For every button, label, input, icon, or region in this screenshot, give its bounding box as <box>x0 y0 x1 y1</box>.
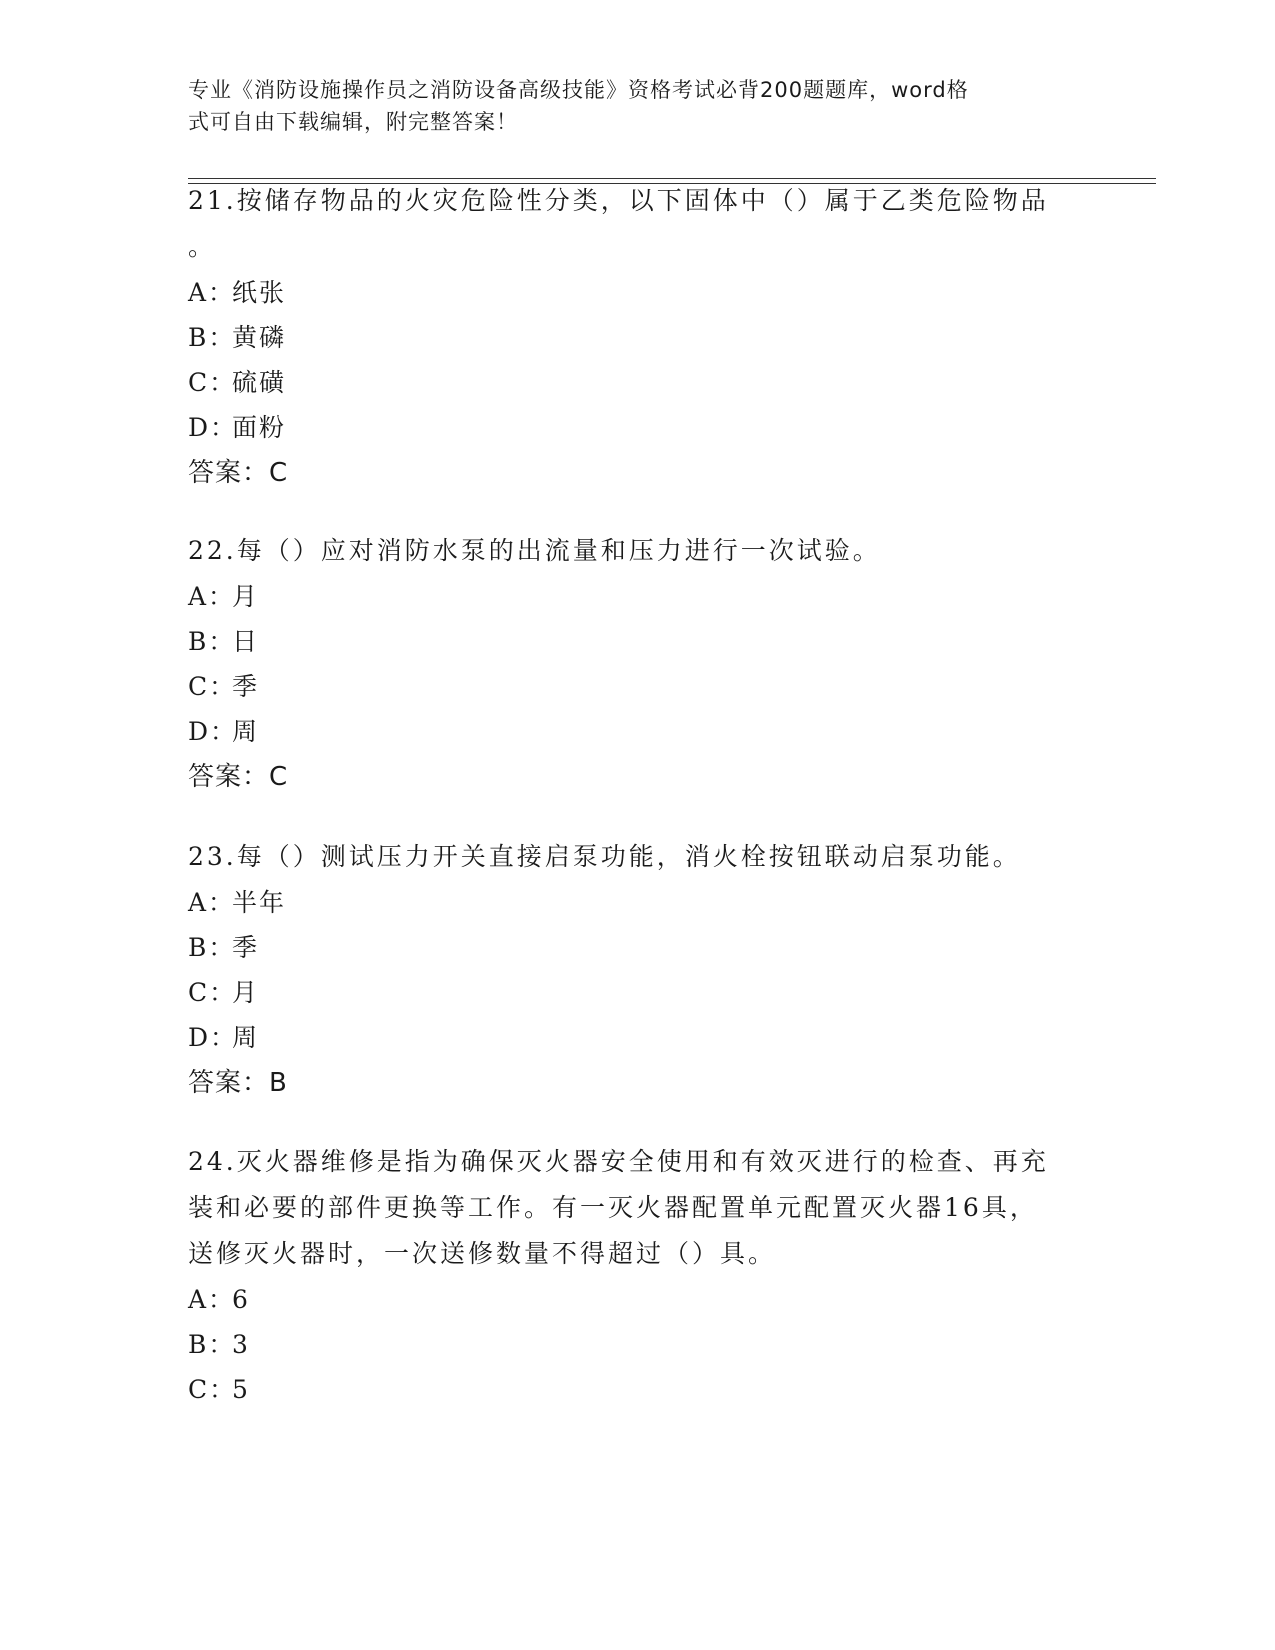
answer: 答案：C <box>188 458 289 488</box>
option-label: A： <box>188 582 236 611</box>
question-21 <box>188 178 1088 496</box>
option-b <box>188 1322 1088 1367</box>
option-text: 月 <box>232 582 260 611</box>
header-line-1: 专业《消防设施操作员之消防设备高级技能》资格考试必背200题题库，word格 <box>188 78 969 102</box>
option-label: B： <box>188 933 236 962</box>
option-a <box>188 1277 1088 1322</box>
question-23 <box>188 834 1088 1106</box>
option-label: B： <box>188 1330 236 1359</box>
option-b <box>188 619 1088 664</box>
option-label: C： <box>188 672 237 701</box>
option-text: 5 <box>232 1375 250 1404</box>
option-c <box>188 970 1088 1015</box>
option-b <box>188 315 1088 360</box>
question-text-line: 21.按储存物品的火灾危险性分类，以下固体中（）属于乙类危险物品 <box>188 186 1049 215</box>
option-c <box>188 360 1088 405</box>
question-text-line: 装和必要的部件更换等工作。有一灭火器配置单元配置灭火器16具， <box>188 1193 1038 1222</box>
option-text: 日 <box>232 627 260 656</box>
option-text: 季 <box>232 672 260 701</box>
option-label: C： <box>188 368 237 397</box>
option-text: 月 <box>232 978 260 1007</box>
option-d <box>188 709 1088 754</box>
question-text-line: 送修灭火器时，一次送修数量不得超过（）具。 <box>188 1239 777 1268</box>
question-24 <box>188 1139 1088 1412</box>
question-text-line: 24.灭火器维修是指为确保灭火器安全使用和有效灭进行的检查、再充 <box>188 1147 1049 1176</box>
question-text-line: 23.每（）测试压力开关直接启泵功能，消火栓按钮联动启泵功能。 <box>188 842 1021 871</box>
option-label: D： <box>188 1023 238 1052</box>
option-label: B： <box>188 627 236 656</box>
option-text: 半年 <box>232 888 287 917</box>
option-label: A： <box>188 278 236 307</box>
answer: 答案：C <box>188 762 289 792</box>
option-c <box>188 664 1088 709</box>
option-label: A： <box>188 1285 236 1314</box>
option-text: 纸张 <box>232 278 287 307</box>
header-line-2: 式可自由下载编辑，附完整答案！ <box>188 110 518 134</box>
option-label: C： <box>188 1375 237 1404</box>
option-c <box>188 1367 1088 1412</box>
option-text: 面粉 <box>232 413 287 442</box>
option-text: 周 <box>232 717 260 746</box>
option-a <box>188 574 1088 619</box>
document-header <box>188 74 1078 138</box>
option-d <box>188 1015 1088 1060</box>
option-a <box>188 270 1088 315</box>
option-b <box>188 925 1088 970</box>
option-text: 周 <box>232 1023 260 1052</box>
option-text: 硫磺 <box>232 368 287 397</box>
option-d <box>188 405 1088 450</box>
option-text: 6 <box>232 1285 250 1314</box>
question-text-line: 。 <box>188 232 217 261</box>
option-label: B： <box>188 323 236 352</box>
option-text: 季 <box>232 933 260 962</box>
question-text-line: 22.每（）应对消防水泵的出流量和压力进行一次试验。 <box>188 536 881 565</box>
option-text: 黄磷 <box>232 323 287 352</box>
question-22 <box>188 528 1088 800</box>
option-label: A： <box>188 888 236 917</box>
option-text: 3 <box>232 1330 250 1359</box>
option-label: C： <box>188 978 237 1007</box>
option-a <box>188 880 1088 925</box>
answer: 答案：B <box>188 1068 288 1098</box>
option-label: D： <box>188 413 238 442</box>
option-label: D： <box>188 717 238 746</box>
